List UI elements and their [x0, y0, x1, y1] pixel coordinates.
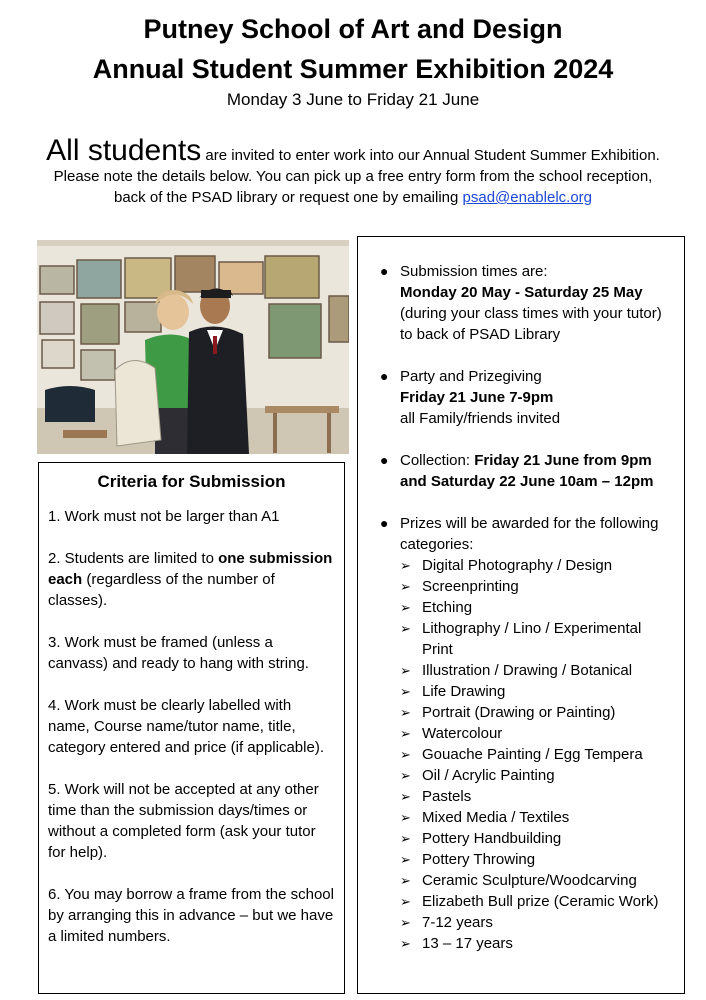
arrowhead-icon: ➢ — [400, 705, 411, 720]
party-date: Friday 21 June 7-9pm — [400, 389, 554, 406]
bullet-dot-icon: ● — [380, 263, 389, 279]
arrowhead-icon: ➢ — [400, 789, 411, 804]
criteria-heading: Criteria for Submission — [97, 472, 286, 491]
arrowhead-icon: ➢ — [400, 810, 411, 825]
info-box — [357, 236, 685, 994]
criteria-item-2-pre: 2. Students are limited to — [48, 550, 219, 567]
prize-category — [400, 786, 676, 807]
email-link[interactable]: psad@enablelc.org — [462, 189, 592, 206]
prize-category — [400, 870, 676, 891]
prize-category — [400, 744, 676, 765]
prize-category-label: Ceramic Sculpture/Woodcarving — [422, 872, 637, 889]
prize-category — [400, 702, 676, 723]
arrowhead-icon: ➢ — [400, 684, 411, 699]
party-note: all Family/friends invited — [400, 410, 561, 427]
arrowhead-icon: ➢ — [400, 558, 411, 573]
bullet-dot-icon: ● — [380, 368, 389, 384]
prize-category-label: Portrait (Drawing or Painting) — [422, 704, 616, 721]
prize-category — [400, 933, 676, 954]
arrowhead-icon: ➢ — [400, 579, 411, 594]
criteria-item-6: 6. You may borrow a frame from the school by arranging this in advance – but we have a limited numbers. — [48, 886, 334, 945]
prize-category — [400, 618, 676, 660]
prize-category-label: Life Drawing — [422, 683, 506, 700]
poster-title-line2: Annual Student Summer Exhibition 2024 — [92, 54, 614, 84]
prize-category-label: Elizabeth Bull prize (Ceramic Work) — [422, 893, 659, 910]
intro-lead: All students — [46, 134, 202, 167]
prize-category-label: Pottery Handbuilding — [422, 830, 562, 847]
arrowhead-icon: ➢ — [400, 894, 411, 909]
bullet-dot-icon: ● — [380, 515, 389, 531]
arrowhead-icon: ➢ — [400, 915, 411, 930]
criteria-item-3: 3. Work must be framed (unless a canvass) and ready to hang with string. — [48, 634, 309, 672]
exhibition-photo — [37, 240, 349, 454]
exhibition-photo-illustration — [37, 240, 349, 454]
arrowhead-icon: ➢ — [400, 663, 411, 678]
prize-category — [400, 681, 676, 702]
intro-line2: Please note the details below. You can pick up a free entry form from the school reception, — [53, 168, 653, 185]
collection-dates: Friday 21 June from 9pm and Saturday 22 June 10am – 12pm — [400, 452, 654, 490]
prize-category-label: Lithography / Lino / Experimental Print — [422, 620, 642, 658]
intro-text — [10, 134, 696, 208]
prize-category — [400, 828, 676, 849]
arrowhead-icon: ➢ — [400, 726, 411, 741]
prize-category — [400, 849, 676, 870]
party-block — [378, 366, 676, 429]
prize-category-label: 7-12 years — [422, 914, 493, 931]
exhibition-dates: Monday 3 June to Friday 21 June — [226, 90, 480, 109]
arrowhead-icon: ➢ — [400, 873, 411, 888]
arrowhead-icon: ➢ — [400, 621, 411, 636]
prize-category — [400, 555, 676, 576]
intro-line3 — [10, 187, 696, 208]
collection-block — [378, 450, 676, 492]
prize-category — [400, 765, 676, 786]
prize-category — [400, 723, 676, 744]
arrowhead-icon: ➢ — [400, 747, 411, 762]
prize-category-label: Oil / Acrylic Painting — [422, 767, 555, 784]
prize-category-label: 13 – 17 years — [422, 935, 513, 952]
prizes-block — [378, 513, 676, 954]
submission-label: Submission times are: — [400, 263, 548, 280]
arrowhead-icon: ➢ — [400, 768, 411, 783]
prize-category — [400, 597, 676, 618]
bullet-dot-icon: ● — [380, 452, 389, 468]
prize-category — [400, 576, 676, 597]
collection-label: Collection: — [400, 452, 475, 469]
prize-category — [400, 912, 676, 933]
prize-category-label: Screenprinting — [422, 578, 519, 595]
prize-category-list — [400, 555, 676, 954]
arrowhead-icon: ➢ — [400, 600, 411, 615]
submission-block — [378, 261, 676, 345]
prize-category — [400, 807, 676, 828]
criteria-item-2-post: (regardless of the number of classes). — [48, 571, 275, 609]
intro-line3-text: back of the PSAD library or request one by emailing — [114, 189, 463, 206]
prize-category — [400, 660, 676, 681]
prize-category-label: Pottery Throwing — [422, 851, 536, 868]
criteria-item-2 — [48, 548, 335, 611]
criteria-item-5: 5. Work will not be accepted at any other time than the submission days/times or without a completed form (ask your tutor for help). — [48, 781, 319, 861]
poster-title-line1: Putney School of Art and Design — [143, 14, 563, 44]
prize-category-label: Illustration / Drawing / Botanical — [422, 662, 633, 679]
prize-category-label: Etching — [422, 599, 473, 616]
prize-category-label: Gouache Painting / Egg Tempera — [422, 746, 643, 763]
criteria-box — [38, 462, 345, 994]
criteria-item-2-bold: one submission each — [48, 550, 333, 588]
prize-category-label: Pastels — [422, 788, 472, 805]
prize-category-label: Mixed Media / Textiles — [422, 809, 570, 826]
prizes-label: Prizes will be awarded for the following categories: — [400, 515, 659, 553]
arrowhead-icon: ➢ — [400, 852, 411, 867]
party-label: Party and Prizegiving — [400, 368, 542, 385]
arrowhead-icon: ➢ — [400, 936, 411, 951]
intro-line1 — [10, 134, 696, 167]
prize-category-label: Watercolour — [422, 725, 503, 742]
submission-note: (during your class times with your tutor) to back of PSAD Library — [400, 305, 662, 343]
criteria-item-4: 4. Work must be clearly labelled with name, Course name/tutor name, title, category entered and price (if applicable). — [48, 697, 324, 756]
arrowhead-icon: ➢ — [400, 831, 411, 846]
intro-line1-rest: are invited to enter work into our Annual Student Summer Exhibition. — [201, 147, 660, 164]
submission-dates: Monday 20 May - Saturday 25 May — [400, 284, 643, 301]
prize-category-label: Digital Photography / Design — [422, 557, 613, 574]
criteria-item-1: 1. Work must not be larger than A1 — [48, 508, 280, 525]
prize-category — [400, 891, 676, 912]
